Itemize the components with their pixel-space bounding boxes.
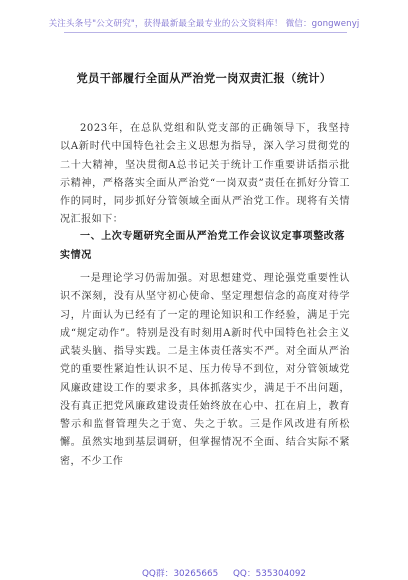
header-divider — [64, 32, 347, 33]
intro-paragraph: 2023年，在总队党组和队党支部的正确领导下，我坚持以A新时代中国特色社会主义思想为指导，深入学习贯彻党的二十大精神，坚决贯彻A总书记关于统计工作重要讲话指示批示精神，严格落实全面从严治党“一岗双责”责任在抓好分管工作的同时，同步抓好分管领域全面从严治党工作。现将有关情况汇报如下： — [60, 123, 350, 226]
footer-qq-group: QQ群：30265665 — [142, 569, 219, 579]
header-banner: 关注头条号"公文研究"，获得最新最全最专业的公文资料库！ 微信：gongwenyj — [48, 19, 360, 29]
document-title: 党员干部履行全面从严治党一岗双责汇报（统计） — [76, 71, 332, 85]
footer-qq-number: QQ：535304092 — [233, 569, 307, 579]
footer-contacts — [0, 566, 408, 580]
section-body-paragraph: 一是理论学习仍需加强。对思想建党、理论强党重要性认识不深刻，没有从坚守初心使命、坚定理想信念的高度对待学习，片面认为已经有了一定的理论知识和工作经验，满足于完成“规定动作”。特别是没有时刻用A新时代中国特色社会主义武装头脑、指导实践。二是主体责任落实不严。对全面从严治党的重要性紧迫性认识不足、压力传导不到位，对分管领域党风廉政建设工作的要求多，具体抓落实少，满足于不出问题，没有真正把党风廉政建设责任始终放在心中、扛在肩上，教育警示和监督管理失之于宽、失之于软。三是作风改进有所松懈。虽然实地到基层调研，但掌握情况不全面、结合实际不紧密，不少工作 — [60, 273, 350, 467]
section-heading: 一、上次专题研究全面从严治党工作会议议定事项整改落实情况 — [60, 231, 345, 261]
